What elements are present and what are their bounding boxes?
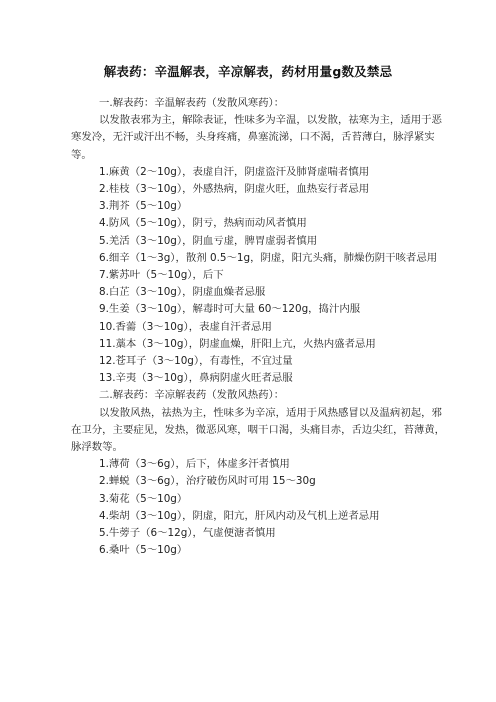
document-body (71, 95, 446, 559)
list-item: 6.细辛（1～3g），散剂 0.5～1g，阴虚，阳亢头痛，肺燥伤阴干咳者忌用 (99, 251, 438, 264)
list-item: 8.白芷（3～10g），阴虚血燥者忌服 (99, 286, 266, 299)
list-item: 2.桂枝（3～10g），外感热病，阴虚火旺，血热妄行者忌用 (99, 183, 370, 196)
section-heading-warm: 一.解表药：辛温解表药（发散风寒药）： (99, 97, 285, 109)
list-item: 5.羌活（3～10g），阴血亏虚，脾胃虚弱者慎用 (99, 234, 318, 247)
section-intro-cool: 以发散风热，祛热为主，性味多为辛凉，适用于风热感冒以及温病初起，邪在卫分，主要症见，发热，微恶风寒，咽干口渴，头痛目赤，舌边尖红，苔薄黄，脉浮数等。 (71, 406, 446, 454)
section-intro-warm: 以发散表邪为主，解除表证，性味多为辛温，以发散，祛寒为主，适用于恶寒发冷，无汗或汗出不畅，头身疼痛，鼻塞流涕，口不渴，舌苔薄白，脉浮紧实等。 (71, 114, 442, 161)
list-item: 6.桑叶（5～10g） (99, 544, 188, 557)
list-item: 11.藁本（3～10g），阴虚血燥，肝阳上亢，火热内盛者忌用 (99, 337, 376, 350)
list-item: 4.防风（5～10g），阴亏，热病而动风者慎用 (99, 217, 307, 230)
page-title: 解表药：辛温解表，辛凉解表，药材用量g数及禁忌 (103, 64, 393, 79)
list-item: 13.辛夷（3～10g），鼻病阴虚火旺者忌服 (99, 372, 293, 385)
list-item: 9.生姜（3～10g），解毒时可大量 60～120g，捣汁内服 (99, 303, 361, 316)
list-item: 12.苍耳子（3～10g），有毒性，不宜过量 (99, 355, 293, 368)
list-item: 1.薄荷（3～6g），后下，体虚多汗者慎用 (99, 458, 290, 471)
list-item: 3.菊花（5～10g） (99, 492, 188, 505)
section-heading-cool: 二.解表药：辛凉解表药（发散风热药）： (99, 389, 285, 402)
list-item: 1.麻黄（2～10g），表虚自汗，阴虚盗汗及肺肾虚喘者慎用 (99, 165, 370, 178)
list-item: 4.柴胡（3～10g），阴虚，阳亢，肝风内动及气机上逆者忌用 (99, 509, 380, 522)
list-item: 7.紫苏叶（5～10g），后下 (99, 269, 224, 282)
list-item: 10.香薷（3～10g），表虚自汗者忌用 (99, 320, 272, 333)
herb-list-warm (86, 164, 446, 388)
list-item: 2.蝉蜕（3～6g），治疗破伤风时可用 15～30g (99, 475, 316, 488)
list-item: 3.荆芥（5～10g） (99, 200, 188, 213)
list-item: 5.牛蒡子（6～12g），气虚便溏者慎用 (99, 527, 276, 540)
herb-list-cool (86, 456, 446, 559)
